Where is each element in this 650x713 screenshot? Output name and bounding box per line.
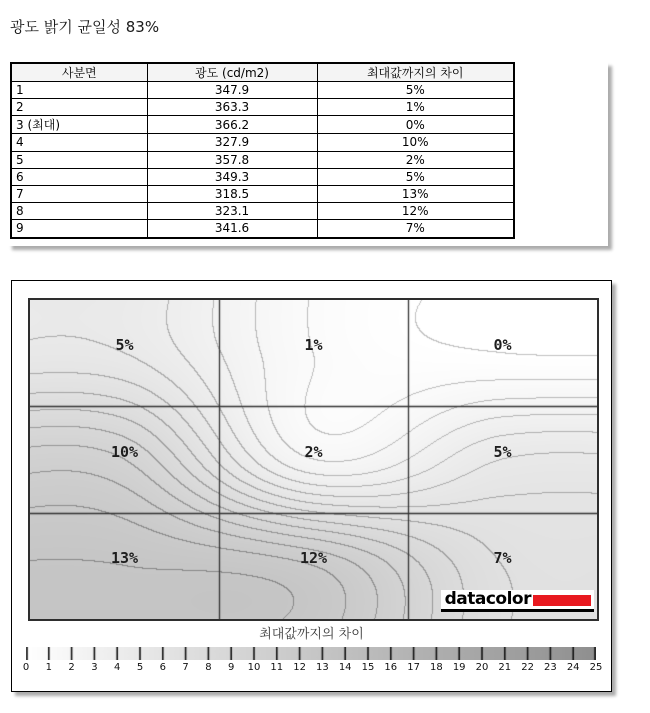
colorbar-tick-number: 22 bbox=[521, 662, 534, 673]
cell-luminance: 341.6 bbox=[147, 220, 317, 238]
table-row bbox=[11, 116, 514, 134]
colorbar-tick-number: 20 bbox=[475, 662, 489, 673]
cell-quadrant: 8 bbox=[11, 203, 147, 220]
cell-luminance: 349.3 bbox=[147, 168, 317, 185]
contour-cell-label: 5% bbox=[115, 336, 134, 355]
cell-luminance: 347.9 bbox=[147, 82, 317, 99]
colorbar-tick-number: 13 bbox=[316, 662, 329, 673]
colorbar-tick-number: 4 bbox=[114, 662, 121, 673]
header-quadrant: 사분면 bbox=[11, 63, 147, 82]
header-luminance: 광도 (cd/m2) bbox=[147, 63, 317, 82]
uniformity-table bbox=[10, 62, 515, 239]
header-diff: 최대값까지의 차이 bbox=[317, 63, 514, 82]
datacolor-logo-text: datacolor bbox=[444, 589, 531, 609]
colorbar-tick-number: 12 bbox=[293, 662, 306, 673]
colorbar-tick-number: 16 bbox=[384, 662, 398, 673]
colorbar-tick-number: 25 bbox=[589, 662, 603, 673]
cell-diff: 5% bbox=[317, 82, 514, 99]
colorbar bbox=[26, 647, 596, 660]
contour-cell-label: 5% bbox=[493, 442, 512, 461]
table-row bbox=[11, 134, 514, 151]
cell-quadrant: 4 bbox=[11, 134, 147, 151]
colorbar-tick-number: 0 bbox=[22, 662, 30, 673]
cell-luminance: 366.2 bbox=[147, 116, 317, 134]
contour-cell-label: 13% bbox=[110, 548, 139, 567]
contour-cell-label: 7% bbox=[493, 548, 512, 567]
colorbar-canvas bbox=[26, 647, 596, 660]
colorbar-tick-number: 18 bbox=[430, 662, 443, 673]
contour-cell-label: 2% bbox=[304, 442, 323, 461]
table-row bbox=[11, 220, 514, 238]
logo-red-bar bbox=[533, 595, 591, 606]
colorbar-tick-number: 11 bbox=[270, 662, 284, 673]
cell-quadrant: 1 bbox=[11, 82, 147, 99]
datacolor-logo bbox=[441, 590, 594, 612]
cell-diff: 10% bbox=[317, 134, 514, 151]
colorbar-tick-number: 21 bbox=[498, 662, 512, 673]
colorbar-tick-number: 2 bbox=[68, 662, 75, 673]
cell-luminance: 323.1 bbox=[147, 203, 317, 220]
cell-diff: 5% bbox=[317, 168, 514, 185]
table-panel bbox=[8, 62, 608, 246]
table-row bbox=[11, 151, 514, 168]
cell-quadrant: 2 bbox=[11, 99, 147, 116]
colorbar-tick-number: 24 bbox=[566, 662, 580, 673]
colorbar-tick-number: 1 bbox=[45, 662, 52, 673]
colorbar-title: 최대값까지의 차이 bbox=[259, 627, 364, 642]
cell-quadrant: 3 (최대) bbox=[11, 116, 147, 134]
table-row bbox=[11, 203, 514, 220]
table-header-row bbox=[11, 63, 514, 82]
table-row bbox=[11, 168, 514, 185]
contour-cell-label: 0% bbox=[493, 336, 512, 355]
colorbar-tick-number: 23 bbox=[544, 662, 557, 673]
colorbar-tick-number: 7 bbox=[182, 662, 189, 673]
colorbar-tick-number: 8 bbox=[205, 662, 212, 673]
cell-diff: 0% bbox=[317, 116, 514, 134]
cell-diff: 2% bbox=[317, 151, 514, 168]
cell-luminance: 318.5 bbox=[147, 185, 317, 202]
contour-cell-label: 12% bbox=[299, 548, 328, 567]
table-row bbox=[11, 82, 514, 99]
colorbar-tick-number: 9 bbox=[228, 662, 235, 673]
table-row bbox=[11, 185, 514, 202]
cell-diff: 1% bbox=[317, 99, 514, 116]
contour-cell-label: 1% bbox=[304, 336, 323, 355]
cell-luminance: 363.3 bbox=[147, 99, 317, 116]
cell-luminance: 357.8 bbox=[147, 151, 317, 168]
cell-quadrant: 5 bbox=[11, 151, 147, 168]
contour-plot bbox=[28, 298, 599, 621]
cell-quadrant: 7 bbox=[11, 185, 147, 202]
colorbar-tick-number: 19 bbox=[452, 662, 466, 673]
colorbar-tick-number: 14 bbox=[338, 662, 352, 673]
page-title: 광도 밝기 균일성 83% bbox=[10, 18, 160, 36]
colorbar-tick-number: 10 bbox=[247, 662, 261, 673]
colorbar-numbers bbox=[22, 662, 603, 675]
contour-cell-label: 10% bbox=[110, 442, 139, 461]
cell-quadrant: 9 bbox=[11, 220, 147, 238]
colorbar-tick-number: 15 bbox=[361, 662, 375, 673]
cell-diff: 13% bbox=[317, 185, 514, 202]
colorbar-tick-number: 6 bbox=[159, 662, 166, 673]
colorbar-tick-number: 5 bbox=[136, 662, 144, 673]
contour-canvas bbox=[30, 300, 597, 619]
table-row bbox=[11, 99, 514, 116]
colorbar-tick-number: 3 bbox=[91, 662, 98, 673]
cell-diff: 12% bbox=[317, 203, 514, 220]
contour-panel bbox=[11, 280, 612, 692]
cell-quadrant: 6 bbox=[11, 168, 147, 185]
cell-diff: 7% bbox=[317, 220, 514, 238]
cell-luminance: 327.9 bbox=[147, 134, 317, 151]
colorbar-tick-number: 17 bbox=[407, 662, 420, 673]
